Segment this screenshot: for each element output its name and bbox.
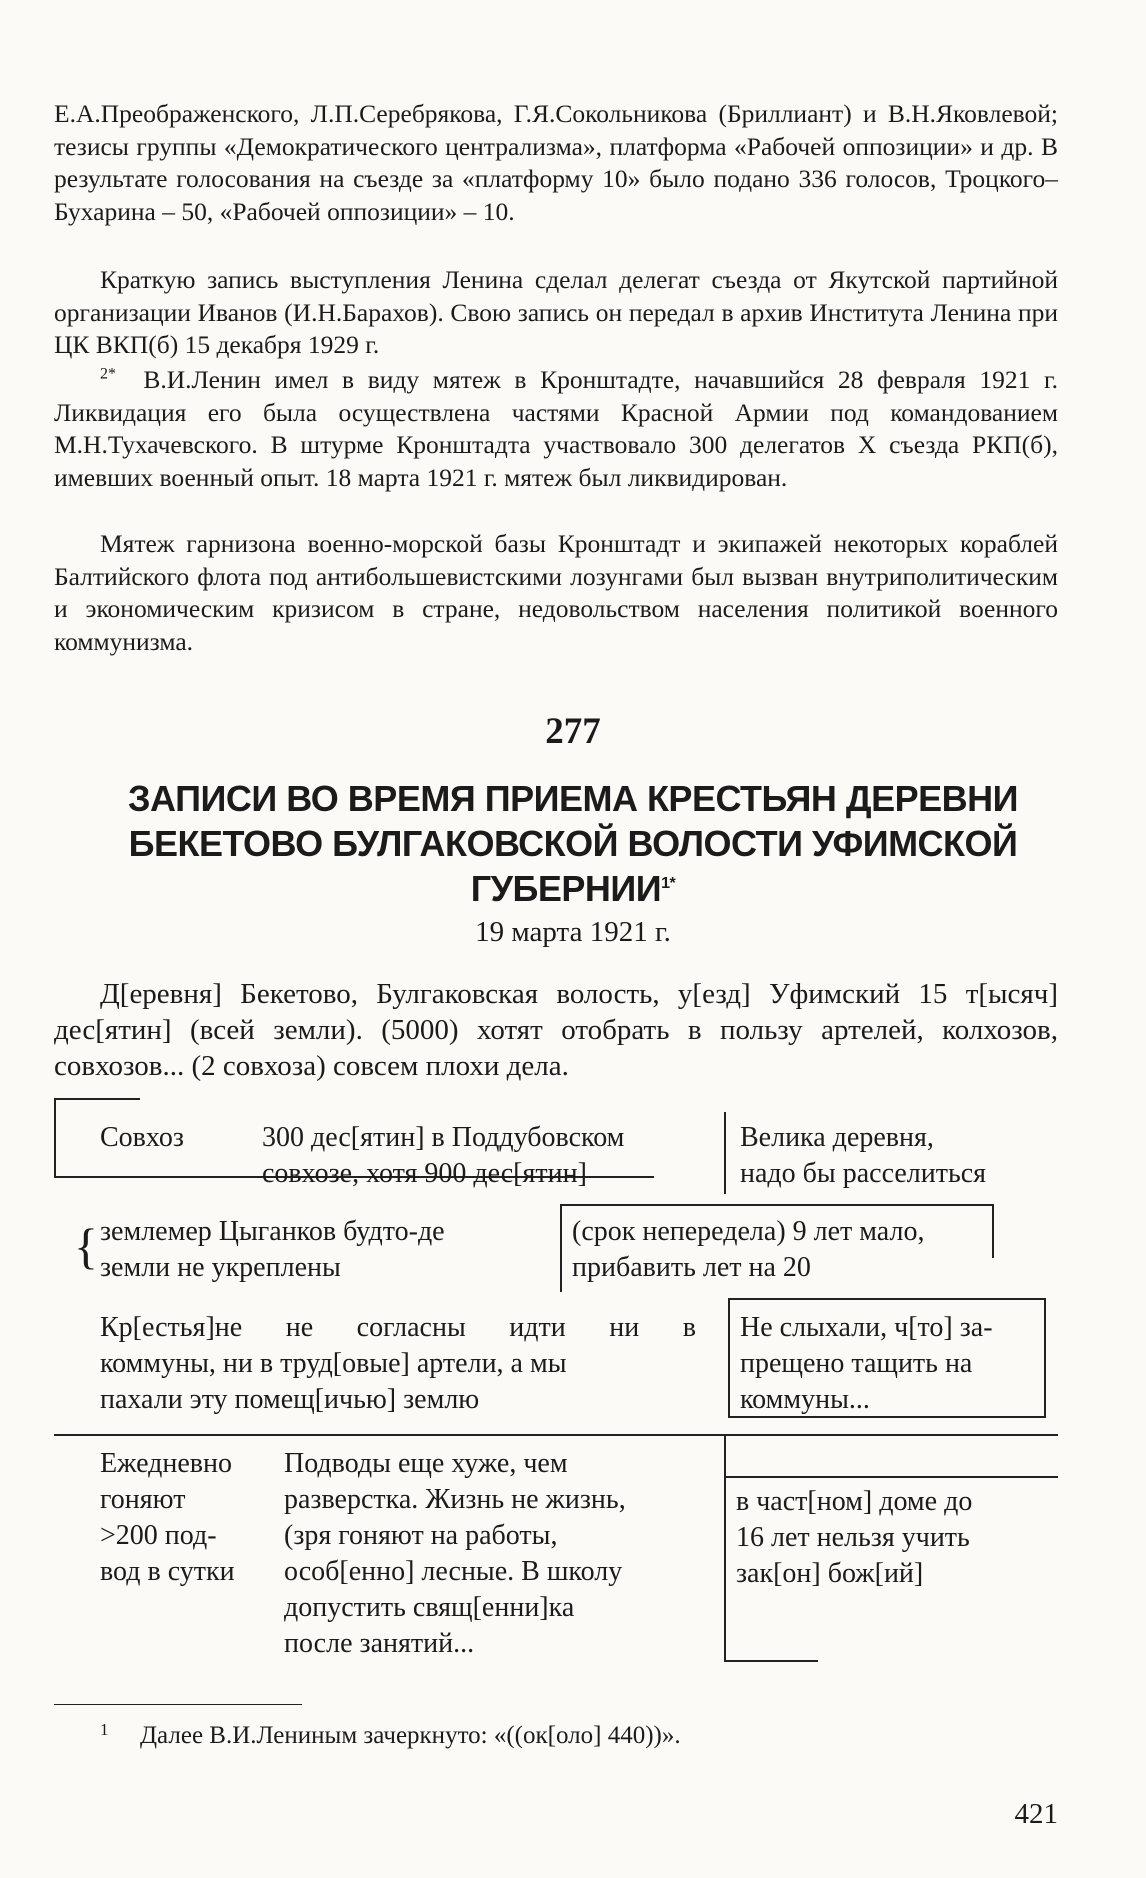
term-box-right-line (992, 1204, 994, 1258)
village-divider (724, 1112, 726, 1194)
unheard-note-line-3: коммуны... (740, 1384, 870, 1415)
sovkhoz-label: Совхоз (100, 1122, 184, 1153)
document-title (60, 776, 1086, 911)
curly-brace: { (74, 1218, 98, 1274)
village-note-line-2: надо бы расселиться (740, 1158, 987, 1189)
sovkhoz-text-line-2: совхозе, хотя 900 дес[ятин] (262, 1158, 587, 1189)
note-paragraph-1: Е.А.Преображенского, Л.П.Серебрякова, Г.Я.Сокольникова (Бриллиант) и В.Н.Яковлевой; тезисы группы «Демократического централизма», платформа «Рабочей оппозиции» и др. В результате голосования на съезде за «платформу 10» было подано 336 голосов, Троцкого–Бухарина – 50, «Рабочей оппозиции» – 10. (54, 99, 1058, 226)
carts-note-line-4: особ[енно] лесные. В школу (284, 1556, 623, 1587)
term-note-line-2: прибавить лет на 20 (572, 1252, 811, 1283)
note-paragraph-3 (54, 364, 1058, 494)
daily-note-line-3: >200 под- (100, 1520, 217, 1551)
note-paragraph-3-text: В.И.Ленин имел в виду мятеж в Кронштадте, начавшийся 28 февраля 1921 г. Ликвидация его была осуществлена частями Красной Армии под командованием М.Н.Тухачевского. В штурме Кронштадта участвовало 300 делегатов X съезда РКП(б), имевших военный опыт. 18 марта 1921 г. мятеж был ликвидирован. (54, 365, 1058, 492)
unheard-note-line-2: прещено тащить на (740, 1348, 973, 1379)
daily-note-line-2: гоняют (100, 1484, 186, 1515)
title-footnote-marker: 1* (661, 875, 676, 892)
private-box-top-line (724, 1476, 1058, 1478)
daily-note-line-1: Ежедневно (100, 1448, 233, 1479)
village-note-line-1: Велика деревня, (740, 1122, 934, 1153)
document-date: 19 марта 1921 г. (475, 916, 671, 948)
note-marker: 2* (100, 365, 116, 383)
surveyor-note-line-1: землемер Цыганков будто-де (100, 1216, 445, 1247)
private-note-line-2: 16 лет нельзя учить (736, 1522, 970, 1553)
carts-note-line-2: разверстка. Жизнь не жизнь, (284, 1484, 626, 1515)
footnote-rule (54, 1704, 302, 1705)
carts-note-line-1: Подводы еще хуже, чем (284, 1448, 568, 1479)
page-number: 421 (1014, 1798, 1058, 1830)
carts-note-line-3: (зря гоняют на работы, (284, 1520, 558, 1551)
peasants-note-line-1: Кр[естья]не не согласны идти ни в (100, 1312, 696, 1343)
footnote-marker: 1 (100, 1720, 109, 1739)
lower-section-line (54, 1434, 1058, 1436)
term-note-line-1: (срок непередела) 9 лет мало, (572, 1216, 925, 1247)
sovkhoz-text-line-1: 300 дес[ятин] в Поддубовском (262, 1122, 625, 1153)
term-box-left-line (560, 1204, 562, 1292)
peasants-note-line-2: коммуны, ни в труд[овые] артели, а мы (100, 1348, 567, 1379)
unheard-note-line-1: Не слыхали, ч[то] за- (740, 1312, 993, 1343)
carts-note-line-6: после занятий... (284, 1628, 475, 1659)
document-title-text: ЗАПИСИ ВО ВРЕМЯ ПРИЕМА КРЕСТЬЯН ДЕРЕВНИ БЕКЕТОВО БУЛГАКОВСКОЙ ВОЛОСТИ УФИМСКОЙ ГУБЕРНИИ (128, 778, 1018, 909)
daily-note-line-4: вод в сутки (100, 1556, 235, 1587)
private-box-bottom-line (724, 1660, 818, 1662)
carts-note-line-5: допустить свящ[енни]ка (284, 1592, 575, 1623)
document-number: 277 (545, 711, 601, 752)
footnote-text: Далее В.И.Лениным зачеркнуто: «((ок[оло] 440))». (140, 1722, 681, 1749)
private-note-line-3: зак[он] бож[ий] (736, 1558, 924, 1589)
peasants-note-line-3: пахали эту помещ[ичью] землю (100, 1384, 480, 1415)
bracket-top-line (54, 1098, 140, 1100)
private-box-left-line (724, 1434, 726, 1662)
surveyor-note-line-2: земли не укреплены (100, 1252, 341, 1283)
note-paragraph-4: Мятеж гарнизона военно-морской базы Кронштадт и экипажей некоторых кораблей Балтийского флота под антибольшевистскими лозунгами был вызван внутриполитическим и экономическим кризисом в стране, недовольством населения политикой военного коммунизма. (54, 529, 1058, 656)
document-intro: Д[еревня] Бекетово, Булгаковская волость, у[езд] Уфимский 15 т[ысяч] дес[ятин] (всей земли). (5000) хотят отобрать в пользу артелей, колхозов, совхозов... (2 совхоза) совсем плохи дела. (54, 978, 1058, 1082)
term-box-top-line (560, 1204, 994, 1206)
note-paragraph-2: Краткую запись выступления Ленина сделал делегат съезда от Якутской партийной организации Иванов (И.Н.Барахов). Свою запись он передал в архив Института Ленина при ЦК ВКП(б) 15 декабря 1929 г. (54, 265, 1058, 359)
private-note-line-1: в част[ном] доме до (736, 1486, 973, 1517)
bracket-left-line (54, 1098, 56, 1178)
